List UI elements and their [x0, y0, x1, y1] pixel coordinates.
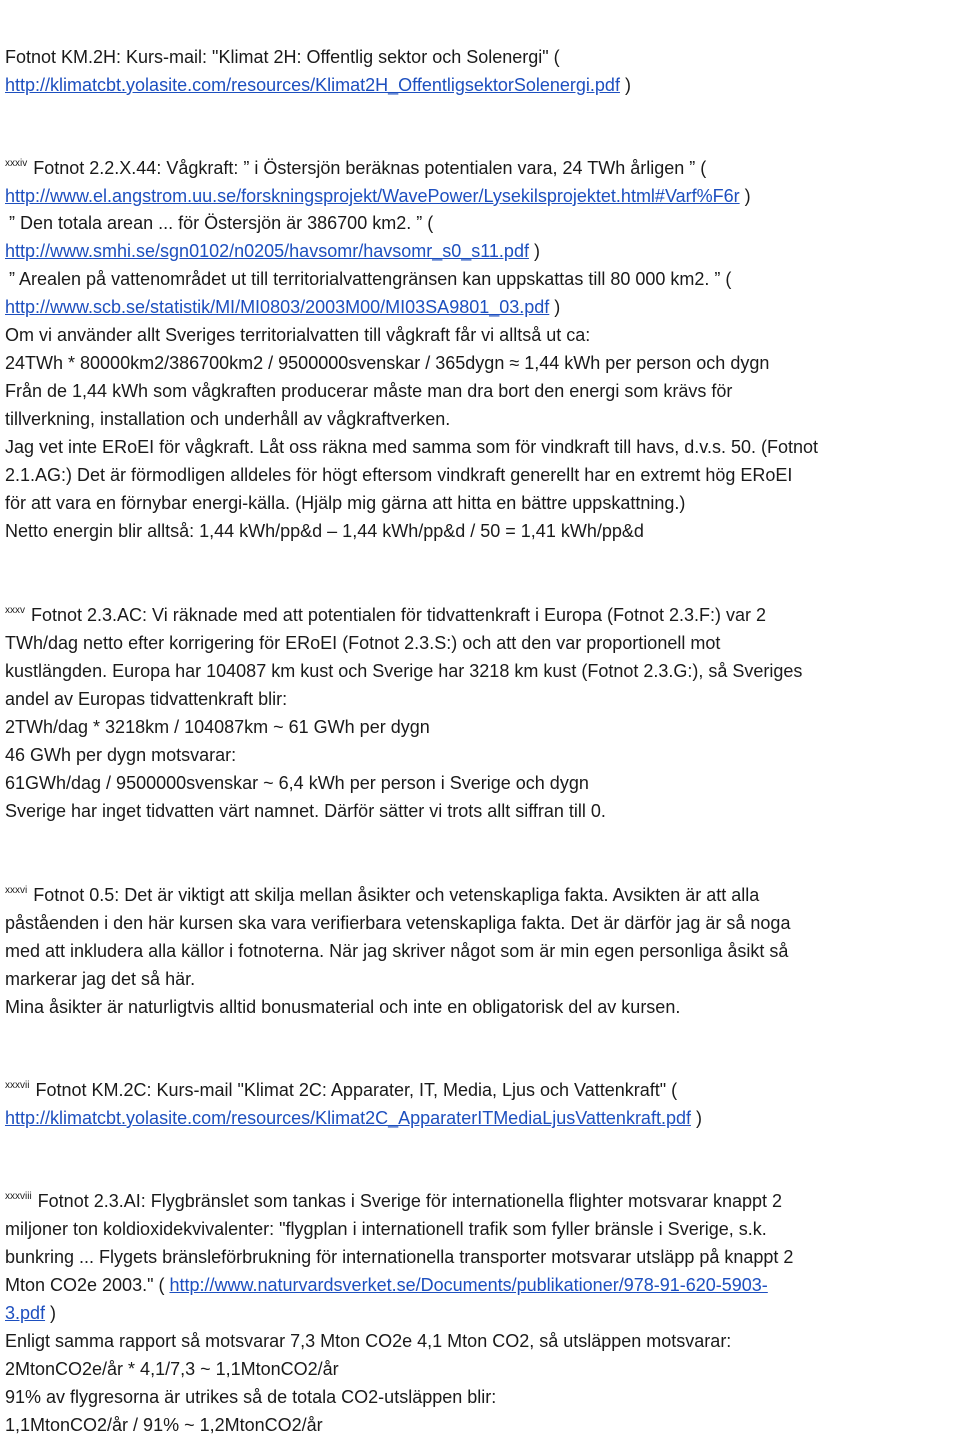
footnote-text: Från de 1,44 kWh som vågkraften producerar måste man dra bort den energi som krävs för — [5, 381, 733, 401]
footnote-text: Mina åsikter är naturligtvis alltid bonusmaterial och inte en obligatorisk del av kursen. — [5, 997, 681, 1017]
footnote-link-line: Mton CO2e 2003." ( http://www.naturvardsverket.se/Documents/publikationer/978-91-620-5903- — [5, 1275, 768, 1295]
footnote-xxxv-title: $^{xxxv}$ Fotnot 2.3.AC: Vi räknade med att potentialen för tidvattenkraft i Europa (Fotnot 2.3.F:) var 2 — [5, 605, 767, 625]
footnote-text: Om vi använder allt Sveriges territorialvatten till vågkraft får vi alltså ut ca: — [5, 325, 591, 345]
footnote-marker: xxxvi — [5, 885, 28, 896]
scb-link[interactable]: http://www.scb.se/statistik/MI/MI0803/2003M00/MI03SA9801_03.pdf — [5, 297, 550, 317]
footnote-text: ” Arealen på vattenområdet ut till territorialvattengränsen kan uppskattas till 80 000 km2. ” ( — [9, 269, 732, 289]
naturvardsverket-link[interactable]: http://www.naturvardsverket.se/Documents/publikationer/978-91-620-5903- — [169, 1275, 768, 1295]
footnote-marker: xxxv — [5, 605, 25, 616]
footnote-text: 61GWh/dag / 9500000svenskar ~ 6,4 kWh per person i Sverige och dygn — [5, 773, 589, 793]
footnote-text: Sverige har inget tidvatten värt namnet. Därför sätter vi trots allt siffran till 0. — [5, 801, 606, 821]
footnote-text: 91% av flygresorna är utrikes så de totala CO2-utsläppen blir: — [5, 1387, 497, 1407]
footnote-text: Netto energin blir alltså: 1,44 kWh/pp&d – 1,44 kWh/pp&d / 50 = 1,41 kWh/pp&d — [5, 521, 644, 541]
footnote-text: för att vara en förnybar energi-källa. (Hjälp mig gärna att hitta en bättre uppskattning.) — [5, 493, 686, 513]
footnote-link-line: http://www.el.angstrom.uu.se/forskningsprojekt/WavePower/Lysekilsprojektet.html#Varf%F6r ) — [5, 186, 751, 206]
footnote-text: 1,1MtonCO2/år / 91% ~ 1,2MtonCO2/år — [5, 1415, 323, 1435]
footnote-text: påståenden i den här kursen ska vara verifierbara vetenskapliga fakta. Det är därför jag är så noga — [5, 913, 791, 933]
footnote-text: 2.1.AG:) Det är förmodligen alldeles för högt eftersom vindkraft generellt har en extremt hög ERoEI — [5, 465, 793, 485]
footnote-text: markerar jag det så här. — [5, 969, 196, 989]
footnote-xxxvi-title: $^{xxxvi}$ Fotnot 0.5: Det är viktigt att skilja mellan åsikter och vetenskapliga fakta. Avsikten är att alla — [5, 885, 760, 905]
footnote-link-line: http://klimatcbt.yolasite.com/resources/Klimat2H_OffentligsektorSolenergi.pdf ) — [5, 75, 631, 95]
wavepower-link[interactable]: http://www.el.angstrom.uu.se/forskningsprojekt/WavePower/Lysekilsprojektet.html#Varf%F6r — [5, 186, 740, 206]
footnote-text: andel av Europas tidvattenkraft blir: — [5, 689, 288, 709]
footnote-link-line: http://www.smhi.se/sgn0102/n0205/havsomr/havsomr_s0_s11.pdf ) — [5, 241, 540, 261]
footnote-text: TWh/dag netto efter korrigering för ERoEI (Fotnot 2.3.S:) och att den var proportionell mot — [5, 633, 721, 653]
footnote-text: 46 GWh per dygn motsvarar: — [5, 745, 237, 765]
footnote-text: miljoner ton koldioxidekvivalenter: "flygplan i internationell trafik som fyller bränsle i Sverige, s.k. — [5, 1219, 767, 1239]
footnote-xxxvii-title: $^{xxxvii}$ Fotnot KM.2C: Kurs-mail "Klimat 2C: Apparater, IT, Media, Ljus och Vattenkraft" ( — [5, 1080, 678, 1100]
footnote-text: kustlängden. Europa har 104087 km kust och Sverige har 3218 km kust (Fotnot 2.3.G:), så Sveriges — [5, 661, 803, 681]
footnote-text: Enligt samma rapport så motsvarar 7,3 Mton CO2e 4,1 Mton CO2, så utsläppen motsvarar: — [5, 1331, 732, 1351]
footnote-text: med att inkludera alla källor i fotnoterna. När jag skriver något som är min egen personliga åsikt så — [5, 941, 789, 961]
footnote-link-line: 3.pdf ) — [5, 1303, 57, 1323]
footnote-text: bunkring ... Flygets bränsleförbrukning för internationella transporter motsvarar utsläpp på knappt 2 — [5, 1247, 794, 1267]
footnote-marker: xxxiv — [5, 158, 28, 169]
klimat2c-pdf-link[interactable]: http://klimatcbt.yolasite.com/resources/Klimat2C_ApparaterITMediaLjusVattenkraft.pdf — [5, 1108, 691, 1128]
footnote-link-line: http://www.scb.se/statistik/MI/MI0803/2003M00/MI03SA9801_03.pdf ) — [5, 297, 561, 317]
footnote-text: Jag vet inte ERoEI för vågkraft. Låt oss räkna med samma som för vindkraft till havs, d.v.s. 50. (Fotnot — [5, 437, 818, 457]
footnote-link-line: http://klimatcbt.yolasite.com/resources/Klimat2C_ApparaterITMediaLjusVattenkraft.pdf ) — [5, 1108, 702, 1128]
footnote-xxxiv-title: $^{xxxiv}$ Fotnot 2.2.X.44: Vågkraft: ” i Östersjön beräknas potentialen vara, 24 TWh årligen ” ( — [5, 158, 707, 178]
smhi-link[interactable]: http://www.smhi.se/sgn0102/n0205/havsomr/havsomr_s0_s11.pdf — [5, 241, 529, 261]
footnote-text: tillverkning, installation och underhåll av vågkraftverken. — [5, 409, 451, 429]
footnote-xxxviii-title: $^{xxxviii}$ Fotnot 2.3.AI: Flygbränslet som tankas i Sverige för internationella flighter motsvarar knappt 2 — [5, 1191, 783, 1211]
footnote-text: Fotnot KM.2H: Kurs-mail: "Klimat 2H: Offentlig sektor och Solenergi" ( — [5, 47, 560, 67]
klimat2h-pdf-link[interactable]: http://klimatcbt.yolasite.com/resources/Klimat2H_OffentligsektorSolenergi.pdf — [5, 75, 620, 95]
footnote-text: 2TWh/dag * 3218km / 104087km ~ 61 GWh per dygn — [5, 717, 430, 737]
footnote-marker: xxxviii — [5, 1191, 32, 1202]
footnote-text: ” Den totala arean ... för Östersjön är 386700 km2. ” ( — [9, 213, 434, 233]
naturvardsverket-link-cont[interactable]: 3.pdf — [5, 1303, 46, 1323]
footnote-text: 24TWh * 80000km2/386700km2 / 9500000svenskar / 365dygn ≈ 1,44 kWh per person och dygn — [5, 353, 770, 373]
footnote-text: 2MtonCO2e/år * 4,1/7,3 ~ 1,1MtonCO2/år — [5, 1359, 339, 1379]
footnote-marker: xxxvii — [5, 1080, 30, 1091]
